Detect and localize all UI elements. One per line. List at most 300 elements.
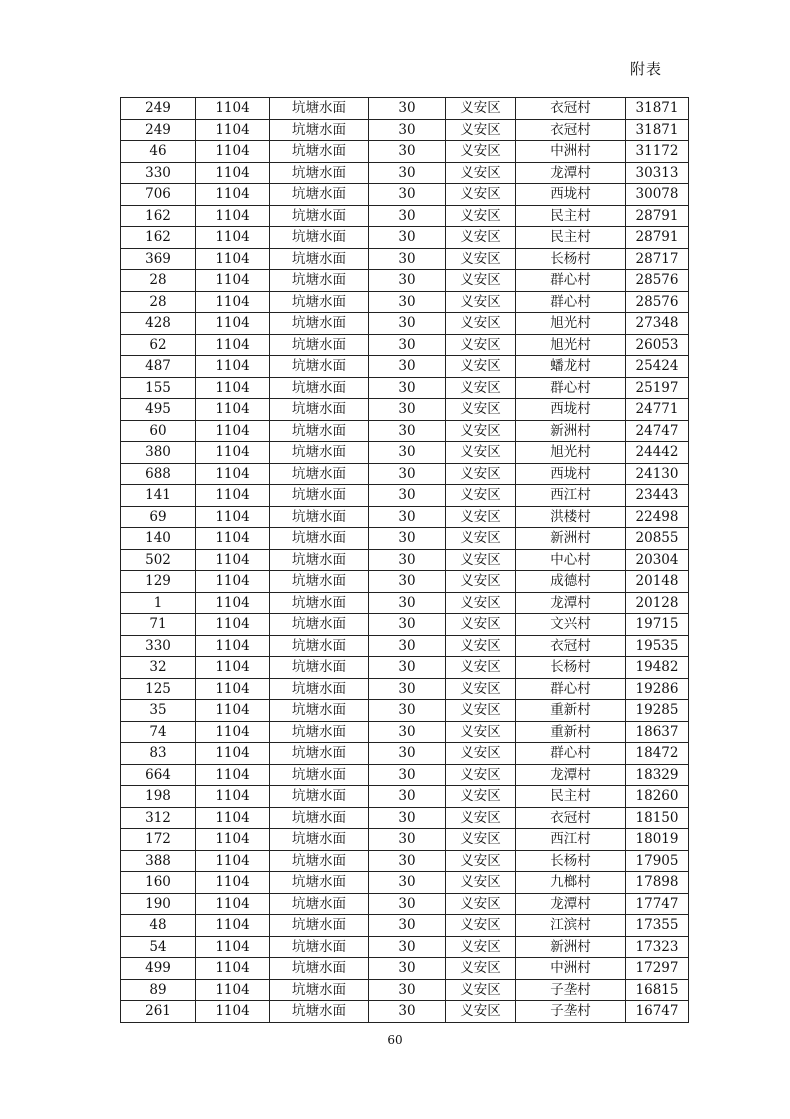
- cell-land-type: 坑塘水面: [270, 463, 369, 485]
- cell-area: 31871: [626, 98, 689, 120]
- cell-land-type: 坑塘水面: [270, 141, 369, 163]
- table-row: [121, 700, 689, 722]
- table-row: [121, 227, 689, 249]
- cell-village: 民主村: [516, 227, 626, 249]
- cell-land-type: 坑塘水面: [270, 915, 369, 937]
- cell-land-type: 坑塘水面: [270, 291, 369, 313]
- cell-land-type: 坑塘水面: [270, 248, 369, 270]
- cell-district: 义安区: [446, 807, 516, 829]
- cell-village: 中洲村: [516, 141, 626, 163]
- cell-area: 20304: [626, 549, 689, 571]
- cell-land-code: 1104: [196, 463, 270, 485]
- cell-village: 群心村: [516, 743, 626, 765]
- table-row: [121, 549, 689, 571]
- table-row: [121, 442, 689, 464]
- table-row: [121, 721, 689, 743]
- cell-value: 30: [369, 979, 446, 1001]
- cell-parcel-id: 28: [121, 291, 196, 313]
- cell-district: 义安区: [446, 850, 516, 872]
- cell-parcel-id: 172: [121, 829, 196, 851]
- cell-land-type: 坑塘水面: [270, 614, 369, 636]
- cell-district: 义安区: [446, 334, 516, 356]
- cell-land-code: 1104: [196, 270, 270, 292]
- cell-land-type: 坑塘水面: [270, 936, 369, 958]
- cell-land-code: 1104: [196, 248, 270, 270]
- cell-district: 义安区: [446, 958, 516, 980]
- cell-village: 旭光村: [516, 313, 626, 335]
- table-row: [121, 958, 689, 980]
- cell-village: 重新村: [516, 700, 626, 722]
- cell-land-code: 1104: [196, 915, 270, 937]
- cell-land-code: 1104: [196, 313, 270, 335]
- cell-land-code: 1104: [196, 979, 270, 1001]
- cell-village: 中洲村: [516, 958, 626, 980]
- cell-land-code: 1104: [196, 162, 270, 184]
- cell-parcel-id: 46: [121, 141, 196, 163]
- cell-district: 义安区: [446, 936, 516, 958]
- appendix-label: 附表: [630, 60, 663, 78]
- table-row: [121, 270, 689, 292]
- cell-value: 30: [369, 442, 446, 464]
- cell-village: 龙潭村: [516, 592, 626, 614]
- cell-area: 28791: [626, 205, 689, 227]
- cell-parcel-id: 388: [121, 850, 196, 872]
- cell-village: 西江村: [516, 829, 626, 851]
- cell-value: 30: [369, 657, 446, 679]
- cell-village: 旭光村: [516, 334, 626, 356]
- cell-land-type: 坑塘水面: [270, 313, 369, 335]
- cell-land-type: 坑塘水面: [270, 399, 369, 421]
- cell-land-type: 坑塘水面: [270, 678, 369, 700]
- cell-area: 31172: [626, 141, 689, 163]
- cell-parcel-id: 54: [121, 936, 196, 958]
- cell-area: 20128: [626, 592, 689, 614]
- cell-district: 义安区: [446, 700, 516, 722]
- cell-area: 17898: [626, 872, 689, 894]
- cell-value: 30: [369, 141, 446, 163]
- cell-area: 20855: [626, 528, 689, 550]
- cell-land-code: 1104: [196, 119, 270, 141]
- cell-land-code: 1104: [196, 958, 270, 980]
- cell-value: 30: [369, 248, 446, 270]
- cell-village: 成德村: [516, 571, 626, 593]
- table-row: [121, 786, 689, 808]
- cell-area: 19535: [626, 635, 689, 657]
- cell-land-code: 1104: [196, 872, 270, 894]
- cell-value: 30: [369, 227, 446, 249]
- cell-land-code: 1104: [196, 635, 270, 657]
- table-row: [121, 915, 689, 937]
- table-row: [121, 184, 689, 206]
- cell-village: 长杨村: [516, 657, 626, 679]
- cell-area: 16815: [626, 979, 689, 1001]
- cell-area: 16747: [626, 1001, 689, 1023]
- cell-village: 子垄村: [516, 1001, 626, 1023]
- cell-district: 义安区: [446, 270, 516, 292]
- cell-value: 30: [369, 635, 446, 657]
- table-row: [121, 829, 689, 851]
- cell-land-code: 1104: [196, 721, 270, 743]
- cell-value: 30: [369, 592, 446, 614]
- table-row: [121, 807, 689, 829]
- cell-land-type: 坑塘水面: [270, 829, 369, 851]
- cell-district: 义安区: [446, 162, 516, 184]
- cell-village: 衣冠村: [516, 119, 626, 141]
- cell-value: 30: [369, 549, 446, 571]
- cell-area: 28576: [626, 291, 689, 313]
- cell-area: 18472: [626, 743, 689, 765]
- cell-area: 24130: [626, 463, 689, 485]
- cell-value: 30: [369, 936, 446, 958]
- cell-area: 18329: [626, 764, 689, 786]
- cell-area: 24442: [626, 442, 689, 464]
- cell-land-type: 坑塘水面: [270, 635, 369, 657]
- cell-district: 义安区: [446, 420, 516, 442]
- cell-parcel-id: 140: [121, 528, 196, 550]
- cell-land-type: 坑塘水面: [270, 356, 369, 378]
- cell-land-code: 1104: [196, 614, 270, 636]
- cell-parcel-id: 487: [121, 356, 196, 378]
- cell-parcel-id: 160: [121, 872, 196, 894]
- cell-parcel-id: 428: [121, 313, 196, 335]
- cell-value: 30: [369, 291, 446, 313]
- cell-value: 30: [369, 786, 446, 808]
- cell-land-type: 坑塘水面: [270, 979, 369, 1001]
- cell-land-code: 1104: [196, 829, 270, 851]
- cell-land-type: 坑塘水面: [270, 872, 369, 894]
- cell-land-type: 坑塘水面: [270, 334, 369, 356]
- cell-value: 30: [369, 893, 446, 915]
- cell-district: 义安区: [446, 119, 516, 141]
- cell-village: 西垅村: [516, 463, 626, 485]
- cell-parcel-id: 499: [121, 958, 196, 980]
- cell-area: 31871: [626, 119, 689, 141]
- cell-parcel-id: 495: [121, 399, 196, 421]
- cell-parcel-id: 125: [121, 678, 196, 700]
- cell-value: 30: [369, 98, 446, 120]
- cell-area: 24771: [626, 399, 689, 421]
- cell-land-code: 1104: [196, 377, 270, 399]
- cell-district: 义安区: [446, 184, 516, 206]
- cell-land-code: 1104: [196, 678, 270, 700]
- cell-district: 义安区: [446, 313, 516, 335]
- cell-parcel-id: 83: [121, 743, 196, 765]
- cell-parcel-id: 71: [121, 614, 196, 636]
- cell-parcel-id: 664: [121, 764, 196, 786]
- cell-value: 30: [369, 829, 446, 851]
- cell-parcel-id: 688: [121, 463, 196, 485]
- table-row: [121, 399, 689, 421]
- cell-land-code: 1104: [196, 786, 270, 808]
- cell-parcel-id: 330: [121, 162, 196, 184]
- cell-land-code: 1104: [196, 893, 270, 915]
- cell-village: 新洲村: [516, 528, 626, 550]
- cell-parcel-id: 89: [121, 979, 196, 1001]
- cell-land-code: 1104: [196, 184, 270, 206]
- cell-value: 30: [369, 356, 446, 378]
- cell-area: 25424: [626, 356, 689, 378]
- cell-village: 子垄村: [516, 979, 626, 1001]
- cell-land-type: 坑塘水面: [270, 377, 369, 399]
- cell-district: 义安区: [446, 227, 516, 249]
- table-row: [121, 420, 689, 442]
- cell-land-type: 坑塘水面: [270, 958, 369, 980]
- cell-land-type: 坑塘水面: [270, 485, 369, 507]
- table-row: [121, 485, 689, 507]
- table-row: [121, 291, 689, 313]
- data-table: [120, 97, 689, 1023]
- cell-village: 新洲村: [516, 420, 626, 442]
- cell-village: 重新村: [516, 721, 626, 743]
- cell-district: 义安区: [446, 678, 516, 700]
- cell-parcel-id: 162: [121, 227, 196, 249]
- cell-land-type: 坑塘水面: [270, 850, 369, 872]
- table-row: [121, 463, 689, 485]
- cell-land-code: 1104: [196, 764, 270, 786]
- cell-district: 义安区: [446, 399, 516, 421]
- cell-value: 30: [369, 205, 446, 227]
- cell-land-code: 1104: [196, 205, 270, 227]
- cell-district: 义安区: [446, 614, 516, 636]
- cell-land-code: 1104: [196, 506, 270, 528]
- cell-area: 18019: [626, 829, 689, 851]
- cell-area: 23443: [626, 485, 689, 507]
- cell-value: 30: [369, 1001, 446, 1023]
- table-row: [121, 248, 689, 270]
- cell-parcel-id: 369: [121, 248, 196, 270]
- cell-village: 西垅村: [516, 184, 626, 206]
- cell-value: 30: [369, 377, 446, 399]
- cell-land-code: 1104: [196, 356, 270, 378]
- cell-land-code: 1104: [196, 227, 270, 249]
- table-row: [121, 313, 689, 335]
- cell-parcel-id: 198: [121, 786, 196, 808]
- cell-land-code: 1104: [196, 1001, 270, 1023]
- page-number: 60: [387, 1033, 403, 1047]
- cell-parcel-id: 62: [121, 334, 196, 356]
- cell-district: 义安区: [446, 248, 516, 270]
- cell-parcel-id: 48: [121, 915, 196, 937]
- cell-land-code: 1104: [196, 850, 270, 872]
- cell-land-code: 1104: [196, 592, 270, 614]
- cell-district: 义安区: [446, 377, 516, 399]
- cell-land-code: 1104: [196, 700, 270, 722]
- cell-district: 义安区: [446, 1001, 516, 1023]
- cell-land-type: 坑塘水面: [270, 184, 369, 206]
- cell-village: 衣冠村: [516, 807, 626, 829]
- cell-land-type: 坑塘水面: [270, 119, 369, 141]
- cell-land-code: 1104: [196, 936, 270, 958]
- cell-village: 龙潭村: [516, 764, 626, 786]
- cell-value: 30: [369, 915, 446, 937]
- cell-value: 30: [369, 614, 446, 636]
- cell-land-type: 坑塘水面: [270, 420, 369, 442]
- cell-parcel-id: 35: [121, 700, 196, 722]
- cell-village: 西垅村: [516, 399, 626, 421]
- cell-district: 义安区: [446, 893, 516, 915]
- cell-land-type: 坑塘水面: [270, 721, 369, 743]
- cell-land-code: 1104: [196, 571, 270, 593]
- table-row: [121, 506, 689, 528]
- table-row: [121, 571, 689, 593]
- cell-district: 义安区: [446, 635, 516, 657]
- cell-land-code: 1104: [196, 528, 270, 550]
- cell-district: 义安区: [446, 291, 516, 313]
- cell-district: 义安区: [446, 506, 516, 528]
- table-row: [121, 743, 689, 765]
- cell-parcel-id: 502: [121, 549, 196, 571]
- cell-district: 义安区: [446, 463, 516, 485]
- cell-land-type: 坑塘水面: [270, 1001, 369, 1023]
- cell-value: 30: [369, 119, 446, 141]
- table-row: [121, 850, 689, 872]
- cell-area: 18637: [626, 721, 689, 743]
- cell-district: 义安区: [446, 485, 516, 507]
- cell-parcel-id: 249: [121, 119, 196, 141]
- table-row: [121, 657, 689, 679]
- cell-land-type: 坑塘水面: [270, 162, 369, 184]
- table-row: [121, 614, 689, 636]
- cell-land-code: 1104: [196, 485, 270, 507]
- cell-area: 26053: [626, 334, 689, 356]
- cell-parcel-id: 312: [121, 807, 196, 829]
- cell-village: 旭光村: [516, 442, 626, 464]
- table-body: [121, 98, 689, 1023]
- cell-land-type: 坑塘水面: [270, 700, 369, 722]
- cell-area: 25197: [626, 377, 689, 399]
- cell-area: 19715: [626, 614, 689, 636]
- cell-value: 30: [369, 184, 446, 206]
- cell-area: 27348: [626, 313, 689, 335]
- cell-district: 义安区: [446, 764, 516, 786]
- cell-district: 义安区: [446, 786, 516, 808]
- cell-parcel-id: 129: [121, 571, 196, 593]
- cell-district: 义安区: [446, 872, 516, 894]
- table-row: [121, 528, 689, 550]
- table-row: [121, 979, 689, 1001]
- cell-village: 衣冠村: [516, 98, 626, 120]
- cell-village: 洪楼村: [516, 506, 626, 528]
- cell-district: 义安区: [446, 549, 516, 571]
- cell-land-code: 1104: [196, 442, 270, 464]
- cell-land-type: 坑塘水面: [270, 893, 369, 915]
- cell-parcel-id: 261: [121, 1001, 196, 1023]
- table-row: [121, 98, 689, 120]
- cell-land-type: 坑塘水面: [270, 657, 369, 679]
- cell-parcel-id: 32: [121, 657, 196, 679]
- cell-village: 西江村: [516, 485, 626, 507]
- cell-value: 30: [369, 764, 446, 786]
- cell-area: 17297: [626, 958, 689, 980]
- cell-value: 30: [369, 571, 446, 593]
- cell-value: 30: [369, 399, 446, 421]
- cell-parcel-id: 60: [121, 420, 196, 442]
- cell-district: 义安区: [446, 528, 516, 550]
- cell-area: 17747: [626, 893, 689, 915]
- table-row: [121, 119, 689, 141]
- cell-area: 28791: [626, 227, 689, 249]
- cell-district: 义安区: [446, 721, 516, 743]
- cell-district: 义安区: [446, 571, 516, 593]
- cell-value: 30: [369, 506, 446, 528]
- cell-village: 新洲村: [516, 936, 626, 958]
- table-row: [121, 893, 689, 915]
- cell-area: 17323: [626, 936, 689, 958]
- cell-parcel-id: 155: [121, 377, 196, 399]
- cell-village: 龙潭村: [516, 162, 626, 184]
- table-row: [121, 377, 689, 399]
- cell-value: 30: [369, 958, 446, 980]
- cell-land-code: 1104: [196, 98, 270, 120]
- cell-land-type: 坑塘水面: [270, 270, 369, 292]
- cell-land-code: 1104: [196, 399, 270, 421]
- cell-land-type: 坑塘水面: [270, 764, 369, 786]
- cell-district: 义安区: [446, 743, 516, 765]
- cell-area: 30078: [626, 184, 689, 206]
- table-row: [121, 141, 689, 163]
- cell-parcel-id: 74: [121, 721, 196, 743]
- cell-area: 30313: [626, 162, 689, 184]
- cell-village: 九榔村: [516, 872, 626, 894]
- cell-area: 18260: [626, 786, 689, 808]
- cell-parcel-id: 141: [121, 485, 196, 507]
- cell-land-code: 1104: [196, 334, 270, 356]
- table-row: [121, 936, 689, 958]
- cell-value: 30: [369, 485, 446, 507]
- cell-area: 28717: [626, 248, 689, 270]
- cell-land-type: 坑塘水面: [270, 592, 369, 614]
- cell-value: 30: [369, 850, 446, 872]
- table-row: [121, 1001, 689, 1023]
- cell-area: 19285: [626, 700, 689, 722]
- cell-district: 义安区: [446, 356, 516, 378]
- cell-parcel-id: 706: [121, 184, 196, 206]
- table-row: [121, 162, 689, 184]
- cell-village: 群心村: [516, 678, 626, 700]
- cell-land-code: 1104: [196, 420, 270, 442]
- table-row: [121, 356, 689, 378]
- cell-village: 蟠龙村: [516, 356, 626, 378]
- cell-land-type: 坑塘水面: [270, 786, 369, 808]
- cell-area: 24747: [626, 420, 689, 442]
- cell-area: 28576: [626, 270, 689, 292]
- table-row: [121, 678, 689, 700]
- cell-land-type: 坑塘水面: [270, 205, 369, 227]
- cell-value: 30: [369, 528, 446, 550]
- cell-village: 群心村: [516, 270, 626, 292]
- cell-village: 民主村: [516, 786, 626, 808]
- cell-village: 群心村: [516, 377, 626, 399]
- cell-land-type: 坑塘水面: [270, 98, 369, 120]
- cell-land-code: 1104: [196, 549, 270, 571]
- cell-value: 30: [369, 313, 446, 335]
- cell-village: 中心村: [516, 549, 626, 571]
- table-row: [121, 635, 689, 657]
- cell-village: 龙潭村: [516, 893, 626, 915]
- cell-village: 江滨村: [516, 915, 626, 937]
- cell-district: 义安区: [446, 979, 516, 1001]
- cell-value: 30: [369, 334, 446, 356]
- cell-area: 19286: [626, 678, 689, 700]
- cell-area: 17355: [626, 915, 689, 937]
- cell-value: 30: [369, 420, 446, 442]
- cell-land-type: 坑塘水面: [270, 227, 369, 249]
- cell-area: 17905: [626, 850, 689, 872]
- cell-value: 30: [369, 463, 446, 485]
- cell-land-code: 1104: [196, 807, 270, 829]
- cell-land-code: 1104: [196, 141, 270, 163]
- cell-parcel-id: 380: [121, 442, 196, 464]
